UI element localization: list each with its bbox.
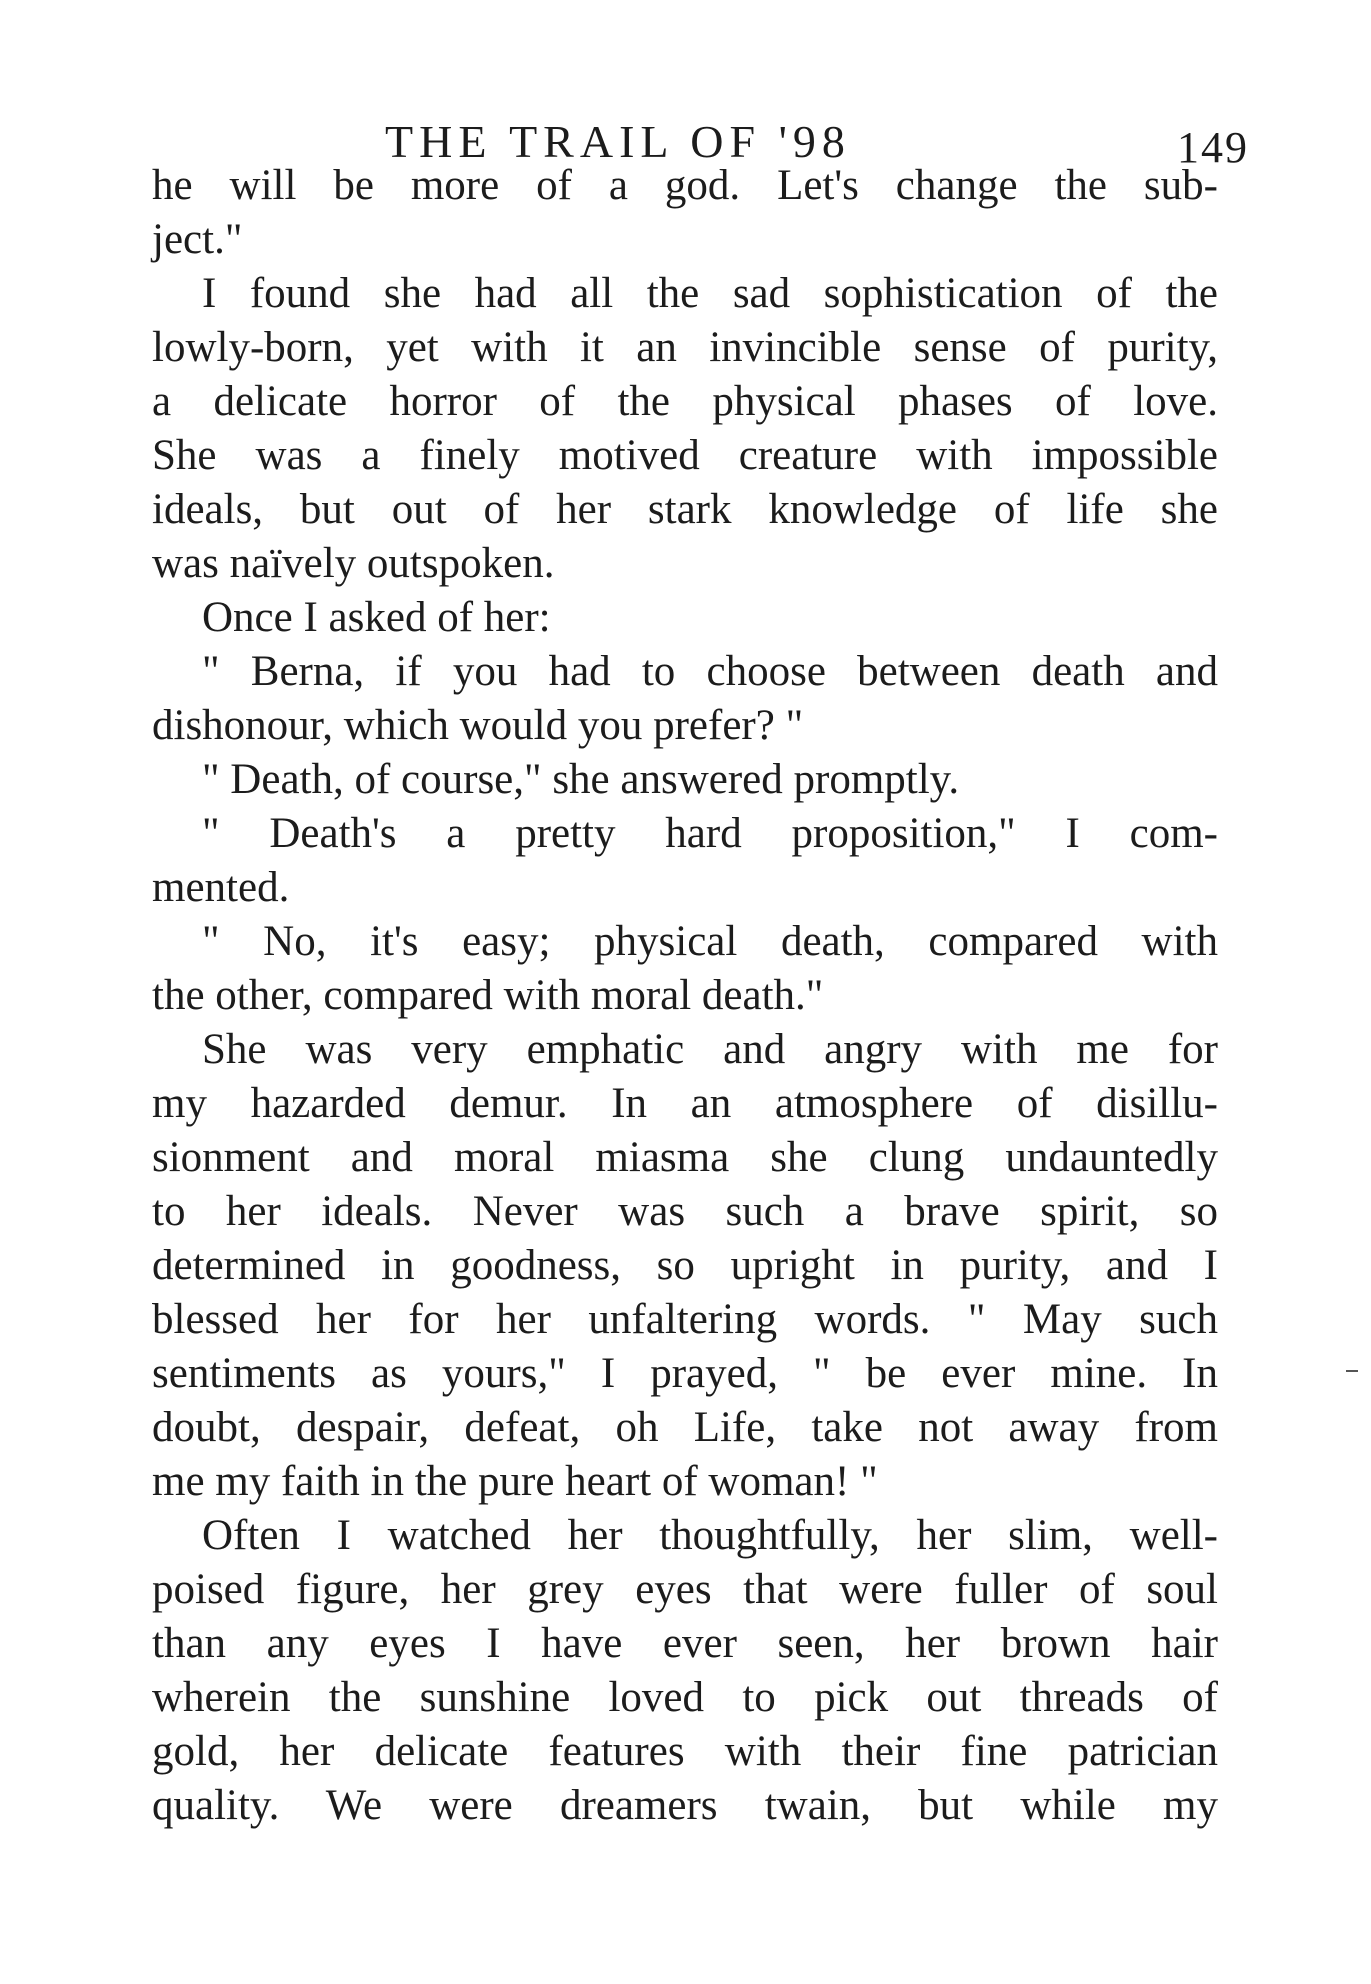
text-line: blessed her for her unfaltering words. " May such <box>152 1296 1218 1343</box>
text-line: poised figure, her grey eyes that were fuller of soul <box>152 1566 1218 1613</box>
margin-mark <box>1346 1370 1358 1372</box>
text-line: the other, compared with moral death." <box>152 972 824 1019</box>
text-line: quality. We were dreamers twain, but while my <box>152 1782 1218 1829</box>
paragraph-start-line: Once I asked of her: <box>202 594 551 641</box>
paragraph-start-line: " Death, of course," she answered promptly. <box>202 756 960 803</box>
text-line: mented. <box>152 864 290 911</box>
text-line: to her ideals. Never was such a brave spirit, so <box>152 1188 1218 1235</box>
text-line: me my faith in the pure heart of woman! " <box>152 1458 878 1505</box>
text-line: dishonour, which would you prefer? " <box>152 702 804 749</box>
text-line: She was a finely motived creature with impossible <box>152 432 1218 479</box>
paragraph-start-line: " Death's a pretty hard proposition," I com- <box>202 810 1218 857</box>
paragraph-start-line: Often I watched her thoughtfully, her slim, well- <box>202 1512 1218 1559</box>
text-line: was naïvely outspoken. <box>152 540 555 587</box>
text-line: sentiments as yours," I prayed, " be ever mine. In <box>152 1350 1218 1397</box>
text-line: a delicate horror of the physical phases of love. <box>152 378 1218 425</box>
text-line: ideals, but out of her stark knowledge of life she <box>152 486 1218 533</box>
paragraph-start-line: I found she had all the sad sophistication of the <box>202 270 1218 317</box>
text-line: ject." <box>152 216 243 263</box>
text-line: determined in goodness, so upright in purity, and I <box>152 1242 1218 1289</box>
running-title: THE TRAIL OF '98 <box>385 116 851 167</box>
text-line: sionment and moral miasma she clung undauntedly <box>152 1134 1218 1181</box>
paragraph-start-line: " No, it's easy; physical death, compared with <box>202 918 1218 965</box>
text-line: lowly-born, yet with it an invincible sense of purity, <box>152 324 1218 371</box>
text-line: wherein the sunshine loved to pick out threads of <box>152 1674 1218 1721</box>
paragraph-start-line: She was very emphatic and angry with me for <box>202 1026 1218 1073</box>
text-line: doubt, despair, defeat, oh Life, take not away from <box>152 1404 1218 1451</box>
text-line: my hazarded demur. In an atmosphere of disillu- <box>152 1080 1218 1127</box>
text-line: gold, her delicate features with their fine patrician <box>152 1728 1218 1775</box>
paragraph-start-line: " Berna, if you had to choose between death and <box>202 648 1218 695</box>
text-line: he will be more of a god. Let's change the sub- <box>152 162 1218 209</box>
text-line: than any eyes I have ever seen, her brown hair <box>152 1620 1218 1667</box>
page-number: 149 <box>1177 123 1249 172</box>
